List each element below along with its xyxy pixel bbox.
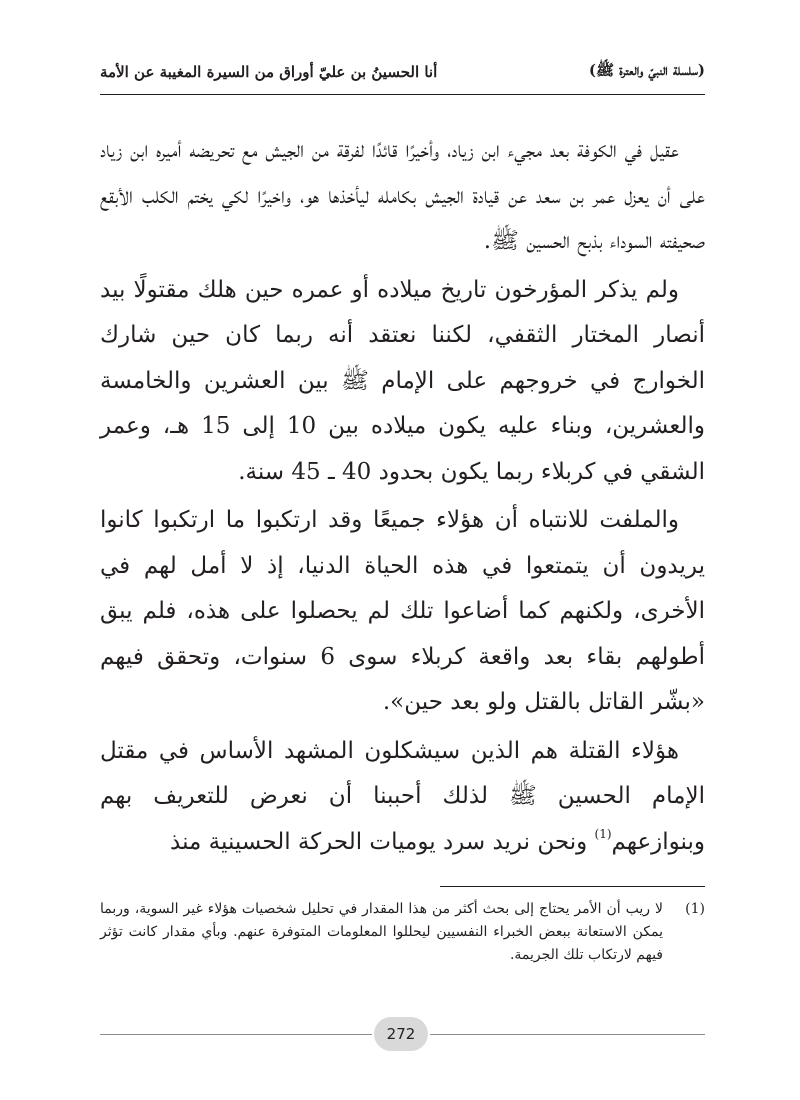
paragraph-text-continued: ونحن نريد سرد يوميات الحركة الحسينية منذ bbox=[170, 828, 595, 855]
page-number: 272 bbox=[374, 1017, 428, 1051]
paragraph: ولم يذكر المؤرخون تاريخ ميلاده أو عمره حين هلك مقتولًا بيد أنصار المختار الثقفي، لكننا نعتقد أنه ربما كان حين شارك الخوارج في خروجهم على الإمام ﷺ بين العشرين والخامسة والعشرين، وبناء عليه يكون ميلاده بين 10 إلى 15 هـ، وعمر الشقي في كربلاء ربما يكون بحدود 40 ـ 45 سنة. bbox=[100, 276, 705, 485]
paragraph: عقيل في الكوفة بعد مجيء ابن زياد، وأخيرًا قائدًا لفرقة من الجيش مع تحريضه أميره ابن زياد على أن يعزل عمر بن سعد عن قيادة الجيش بكامله ليأخذها هو، واخيرًا لكي يختم الكلب الأبقع صحيفته السوداء بذبح الحسين ﷺ. bbox=[100, 137, 705, 254]
footnote-text: لا ريب أن الأمر يحتاج إلى بحث أكثر من هذا المقدار في تحليل شخصيات هؤلاء غير السوية، وربما يمكن الاستعانة ببعض الخبراء النفسيين ليحللوا المعلومات المتوفرة عنهم. وبأي مقدار كانت تؤثر فيهم لارتكاب تلك الجريمة. bbox=[100, 901, 663, 963]
footnote bbox=[100, 898, 705, 967]
footnote-divider bbox=[440, 886, 705, 887]
footnote-number: (1) bbox=[685, 901, 705, 917]
page-number-rule-left bbox=[100, 1034, 372, 1035]
paragraph-last bbox=[100, 729, 705, 866]
body-text bbox=[100, 128, 705, 865]
header-divider bbox=[100, 94, 705, 95]
running-header bbox=[100, 55, 705, 89]
paragraph: والملفت للانتباه أن هؤلاء جميعًا وقد ارتكبوا ما ارتكبوا كانوا يريدون أن يتمتعوا في هذه الحياة الدنيا، إذ لا أمل لهم في الأخرى، ولكنهم كما أضاعوا تلك لم يحصلوا على هذه، فلم يبق أطولهم بقاء بعد واقعة كربلاء سوى 6 سنوات، وتحقق فيهم «بشّر القاتل بالقتل ولو بعد حين». bbox=[100, 507, 705, 715]
paragraph-text: هؤلاء القتلة هم الذين سيشكلون المشهد الأساس في مقتل الإمام الحسين ﷺ لذلك أحببنا أن نعرض للتعريف بهم وبنوازعهم bbox=[100, 737, 705, 855]
book-title: أنا الحسينُ بن عليّ أوراق من السيرة المغيبة عن الأمة bbox=[100, 63, 438, 81]
page-number-rule-right bbox=[430, 1034, 705, 1035]
series-title: (سلسلة النبيّ والعترة ﷺ) bbox=[588, 61, 705, 79]
footnote-reference[interactable]: (1) bbox=[594, 826, 612, 841]
